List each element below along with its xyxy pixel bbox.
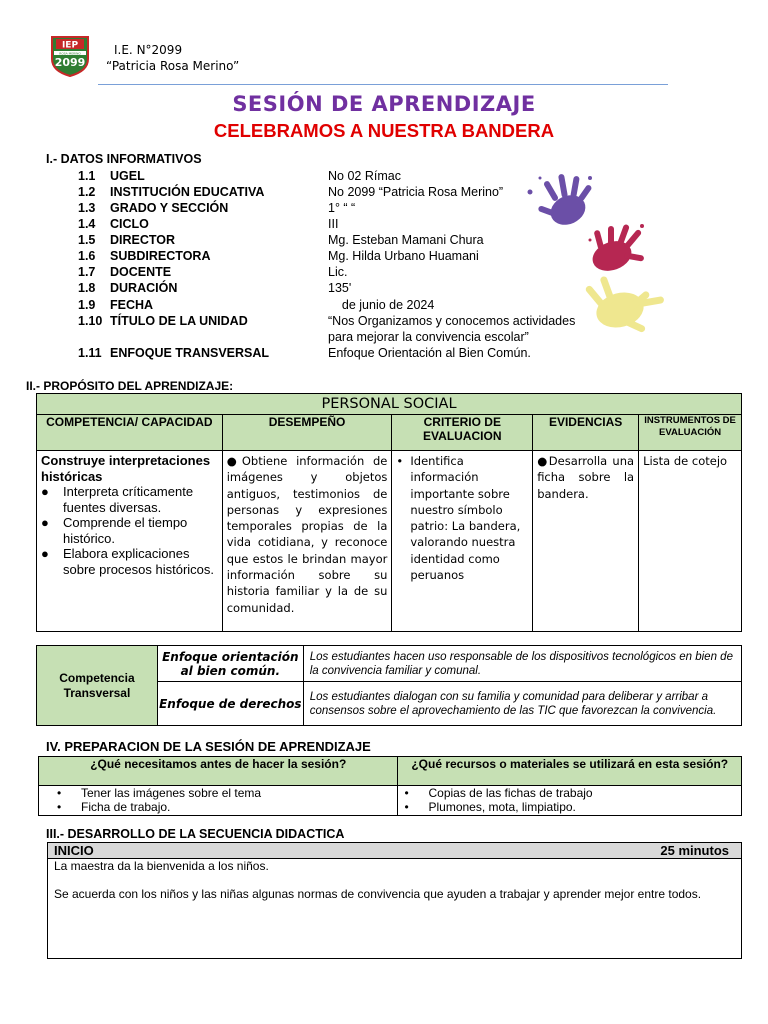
preparacion-header-2: ¿Qué recursos o materiales se utilizará en esta sesión? xyxy=(398,757,742,786)
desempeno-text: Obtiene información de imágenes y objetos antiguos, testimonios de personas y expresiones temporales propias de la vida cotidiana, y reconoce que estos le brindan mayor información sobre su historia familiar y la de su comunidad. xyxy=(226,454,388,615)
bullet-icon: ● xyxy=(537,454,549,468)
list-item: • Plumones, mota, limpiatipo. xyxy=(404,800,737,814)
list-item: • Ficha de trabajo. xyxy=(57,800,393,814)
criterio-text: Identifica información importante sobre nuestro símbolo patrio: La bandera, valorando nuestra identidad como peruanos xyxy=(410,454,521,583)
red-hand xyxy=(588,224,644,276)
enfoque-label: Enfoque orientación al bien común. xyxy=(157,646,303,682)
evidencias-text: Desarrolla una ficha sobre la bandera. xyxy=(537,454,635,501)
preparacion-list-2 xyxy=(398,786,742,816)
school-number: I.E. N°2099 xyxy=(114,43,183,57)
bullet-icon: ● xyxy=(226,454,242,468)
page-title: SESIÓN DE APRENDIZAJE xyxy=(232,92,536,116)
enfoque-text: Los estudiantes dialogan con su familia y comunidad para deliberar y arribar a consensos sobre el aprovechamiento de las TIC que favorezcan la convivencia. xyxy=(303,682,741,726)
phase-label: INICIO xyxy=(54,843,94,858)
preparacion-header-1: ¿Qué necesitamos antes de hacer la sesión? xyxy=(39,757,398,786)
enfoque-text: Los estudiantes hacen uso responsable de los dispositivos tecnológicos en bien de la convivencia familiar y comunal. xyxy=(303,646,741,682)
evidencias-cell xyxy=(533,451,639,632)
inicio-header xyxy=(48,843,742,859)
secuencia-table xyxy=(47,842,742,959)
header-desempeno: DESEMPEÑO xyxy=(222,415,392,451)
phase-duration: 25 minutos xyxy=(660,843,729,858)
header-divider xyxy=(98,84,668,85)
competencia-cell xyxy=(37,451,223,632)
section1-heading: I.- DATOS INFORMATIVOS xyxy=(46,152,202,166)
logo-letters: IEP xyxy=(61,40,79,51)
transversal-table xyxy=(36,645,742,726)
instrumentos-text: Lista de cotejo xyxy=(643,454,728,468)
bullet-icon: • xyxy=(396,454,404,468)
purple-hand xyxy=(528,174,593,231)
section2-heading: II.- PROPÓSITO DEL APRENDIZAJE: xyxy=(26,379,234,393)
preparacion-list-1 xyxy=(39,786,398,816)
list-item: • Copias de las fichas de trabajo xyxy=(404,786,737,800)
header-evidencias: EVIDENCIAS xyxy=(533,415,639,451)
capacidad-item: ● Interpreta críticamente fuentes diversas. xyxy=(41,484,218,515)
header-competencia: COMPETENCIA/ CAPACIDAD xyxy=(37,415,223,451)
handprints-illustration xyxy=(520,170,670,340)
school-logo xyxy=(48,33,92,77)
section3-heading: III.- DESARROLLO DE LA SECUENCIA DIDACTICA xyxy=(46,827,345,841)
section4-heading: IV. PREPARACION DE LA SESIÓN DE APRENDIZAJE xyxy=(46,739,371,754)
proposito-table xyxy=(36,393,742,632)
preparacion-table xyxy=(38,756,742,816)
competencia-transversal-label: Competencia Transversal xyxy=(37,646,158,726)
yellow-hand xyxy=(584,275,664,333)
paragraph: Se acuerda con los niños y las niñas algunas normas de convivencia que ayuden a trabajar y aprender mejor entre todos. xyxy=(54,887,702,901)
list-item: • Tener las imágenes sobre el tema xyxy=(57,786,393,800)
instrumentos-cell xyxy=(639,451,742,632)
paragraph: La maestra da la bienvenida a los niños. xyxy=(54,859,269,873)
competencia-title: Construye interpretaciones históricas xyxy=(41,453,211,484)
school-info xyxy=(106,42,239,74)
logo-ribbon: ROSA MERINO xyxy=(59,51,81,56)
page-subtitle: CELEBRAMOS A NUESTRA BANDERA xyxy=(213,120,555,141)
inicio-body xyxy=(48,859,742,959)
capacidad-item: ● Comprende el tiempo histórico. xyxy=(41,515,218,546)
header-instrumentos: INSTRUMENTOS DE EVALUACIÓN xyxy=(639,415,742,451)
capacidad-item: ● Elabora explicaciones sobre procesos históricos. xyxy=(41,546,218,577)
area-title: PERSONAL SOCIAL xyxy=(37,394,742,415)
desempeno-cell xyxy=(222,451,392,632)
header-criterio: CRITERIO DE EVALUACION xyxy=(392,415,533,451)
criterio-cell xyxy=(392,451,533,632)
logo-number: 2099 xyxy=(54,56,86,69)
school-name: “Patricia Rosa Merino” xyxy=(106,59,240,73)
enfoque-label: Enfoque de derechos xyxy=(157,682,303,726)
